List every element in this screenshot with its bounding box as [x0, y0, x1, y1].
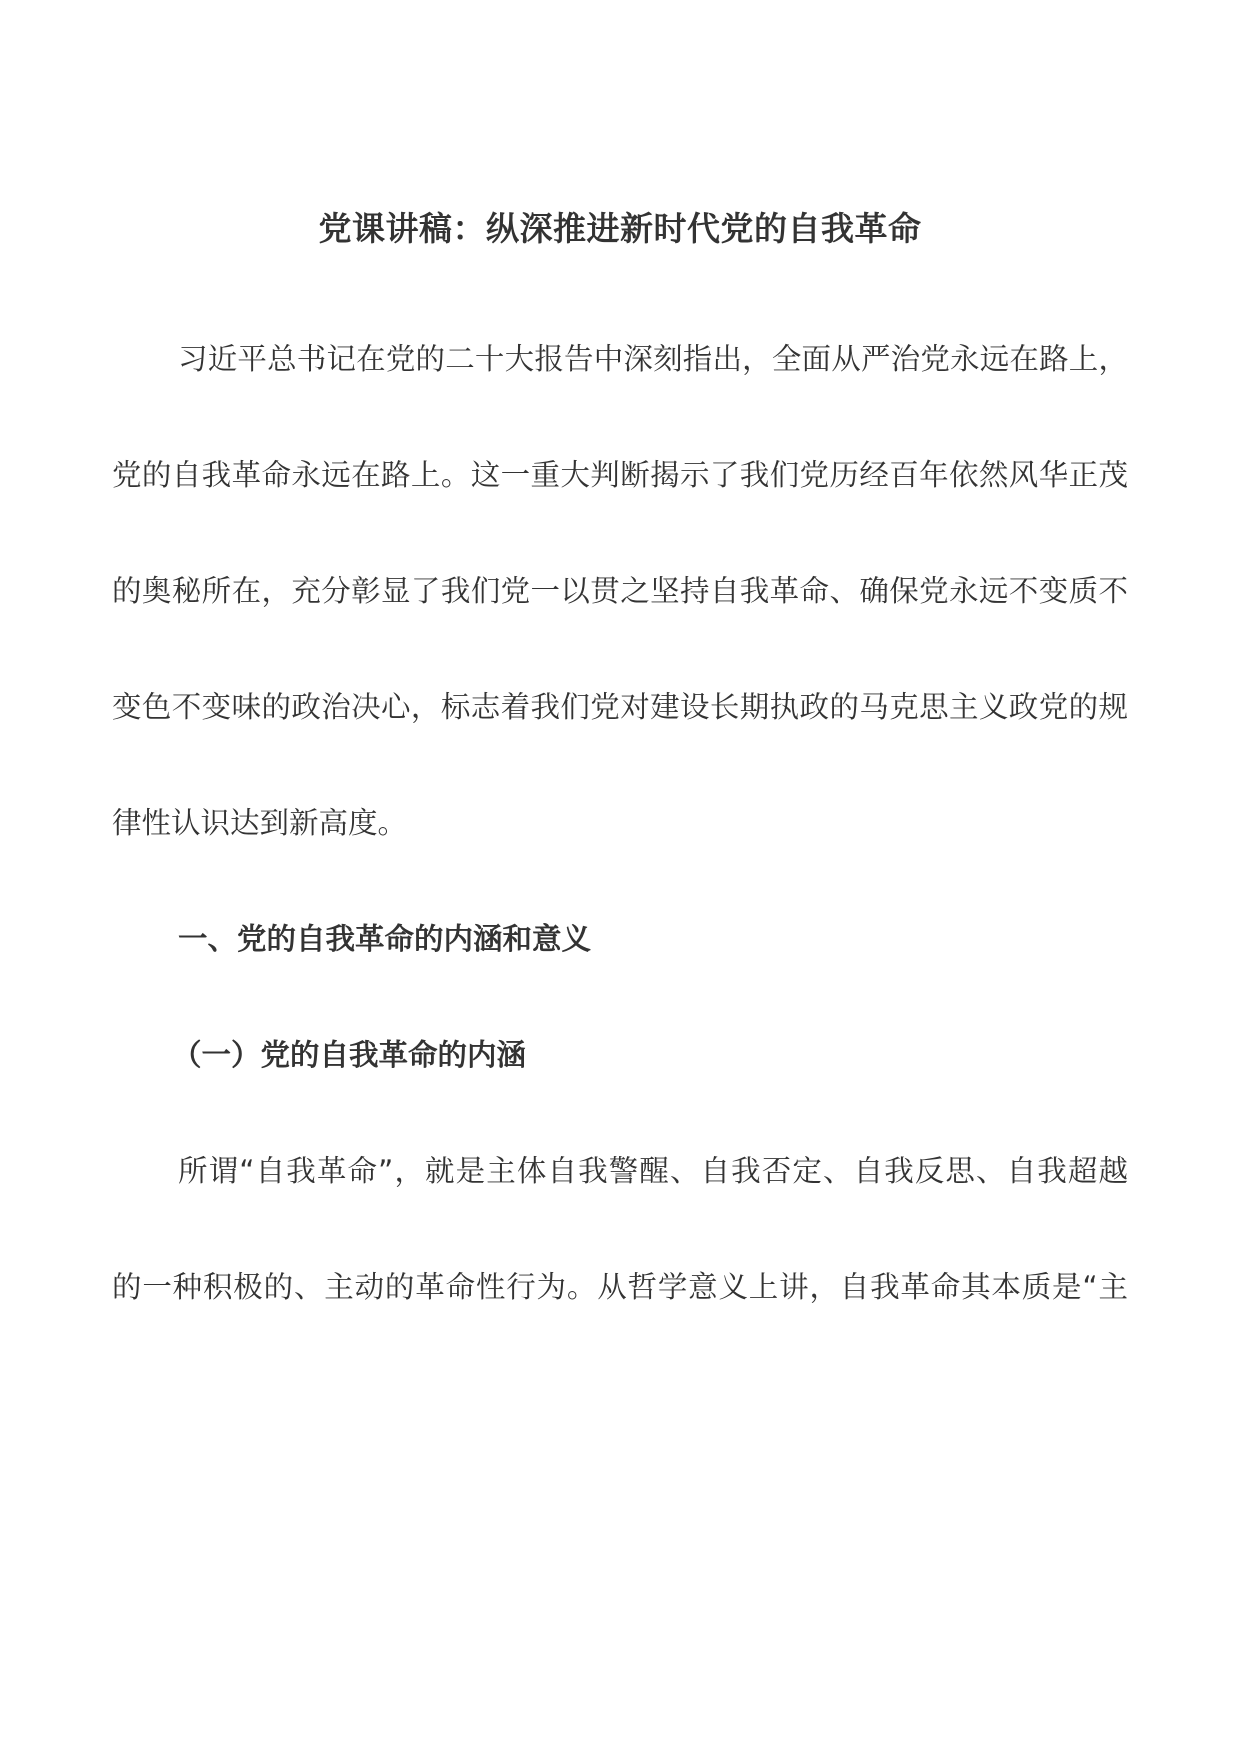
- paragraph-line: 习近平总书记在党的二十大报告中深刻指出，全面从严治党永远在路上，: [178, 342, 1128, 376]
- section-heading: 一、党的自我革命的内涵和意义: [178, 922, 592, 956]
- paragraph-line: 所谓“自我革命”，就是主体自我警醒、自我否定、自我反思、自我超越: [178, 1154, 1128, 1188]
- paragraph-line: 律性认识达到新高度。: [112, 806, 408, 840]
- subsection-heading: （一）党的自我革命的内涵: [172, 1038, 527, 1072]
- document-title: 党课讲稿：纵深推进新时代党的自我革命: [318, 209, 922, 248]
- paragraph-line: 党的自我革命永远在路上。这一重大判断揭示了我们党历经百年依然风华正茂: [112, 458, 1128, 492]
- paragraph-line: 的奥秘所在，充分彰显了我们党一以贯之坚持自我革命、确保党永远不变质不: [112, 574, 1128, 608]
- paragraph-line: 变色不变味的政治决心，标志着我们党对建设长期执政的马克思主义政党的规: [112, 690, 1128, 724]
- paragraph-line: 的一种积极的、主动的革命性行为。从哲学意义上讲，自我革命其本质是“主: [112, 1270, 1128, 1304]
